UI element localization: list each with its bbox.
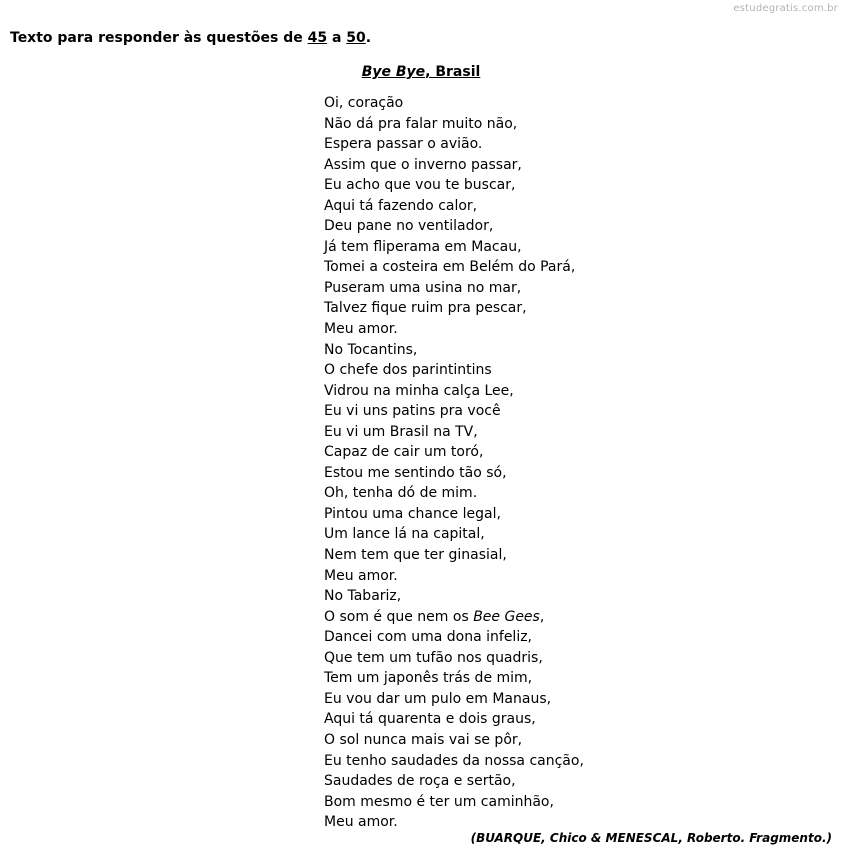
poem-line: Aqui tá quarenta e dois graus, — [324, 711, 536, 728]
poem-line: Capaz de cair um toró, — [324, 444, 484, 461]
poem-line: Eu vi uns patins pra você — [324, 403, 501, 420]
poem-line: Deu pane no ventilador, — [324, 218, 494, 235]
poem-line: Vidrou na minha calça Lee, — [324, 382, 514, 399]
source-credit: (BUARQUE, Chico & MENESCAL, Roberto. Fragmento.) — [470, 831, 832, 845]
poem-line-italic-part: Bee Gees — [473, 608, 540, 625]
instruction-connector: a — [327, 30, 347, 46]
poem-line: Eu acho que vou te buscar, — [324, 177, 516, 194]
poem-line: No Tabariz, — [324, 588, 402, 605]
poem-line: Meu amor. — [324, 567, 398, 584]
poem-line: Puseram uma usina no mar, — [324, 279, 522, 296]
poem-line-part: , — [539, 608, 545, 625]
poem-body — [324, 93, 584, 833]
poem-line: Já tem fliperama em Macau, — [324, 238, 522, 255]
poem-line: Estou me sentindo tão só, — [324, 464, 507, 481]
poem-line-part: O som é que nem os — [324, 608, 474, 625]
instruction-text — [10, 30, 371, 46]
poem-line: Bom mesmo é ter um caminhão, — [324, 793, 554, 810]
site-watermark: estudegratis.com.br — [733, 3, 838, 14]
poem-title-rest: , Brasil — [425, 64, 481, 80]
poem-line: Talvez fique ruim pra pescar, — [324, 300, 527, 317]
poem-line: Meu amor. — [324, 814, 398, 831]
question-start-number: 45 — [307, 30, 328, 46]
poem-line: Saudades de roça e sertão, — [324, 773, 516, 790]
poem-line: Aqui tá fazendo calor, — [324, 197, 478, 214]
poem-line: Dancei com uma dona infeliz, — [324, 629, 533, 646]
poem-line: Espera passar o avião. — [324, 136, 483, 153]
poem-line: Um lance lá na capital, — [324, 526, 485, 543]
poem-line: Tem um japonês trás de mim, — [324, 670, 533, 687]
poem-line-bee-gees — [324, 607, 584, 628]
poem-line: Que tem um tufão nos quadris, — [324, 649, 543, 666]
question-end-number: 50 — [346, 30, 366, 46]
poem-line: Pintou uma chance legal, — [324, 505, 501, 522]
poem-line: Assim que o inverno passar, — [324, 156, 522, 173]
poem-title-italic: Bye Bye — [361, 64, 426, 80]
poem-line: Oh, tenha dó de mim. — [324, 485, 478, 502]
poem-line: Oi, coração — [324, 95, 404, 111]
poem-line: Tomei a costeira em Belém do Pará, — [324, 259, 576, 276]
poem-line: No Tocantins, — [324, 341, 418, 358]
poem-line: O chefe dos parintintins — [324, 362, 492, 379]
poem-title — [0, 64, 842, 80]
poem-line: Nem tem que ter ginasial, — [324, 547, 507, 564]
poem-line: Meu amor. — [324, 321, 398, 338]
poem-line: Eu tenho saudades da nossa canção, — [324, 752, 584, 769]
poem-line: Eu vou dar um pulo em Manaus, — [324, 690, 552, 707]
poem-line: O sol nunca mais vai se pôr, — [324, 731, 523, 748]
poem-line: Eu vi um Brasil na TV, — [324, 423, 478, 440]
poem-line: Não dá pra falar muito não, — [324, 115, 518, 132]
instruction-prefix: Texto para responder às questões de — [10, 30, 308, 46]
instruction-suffix: . — [365, 30, 372, 46]
